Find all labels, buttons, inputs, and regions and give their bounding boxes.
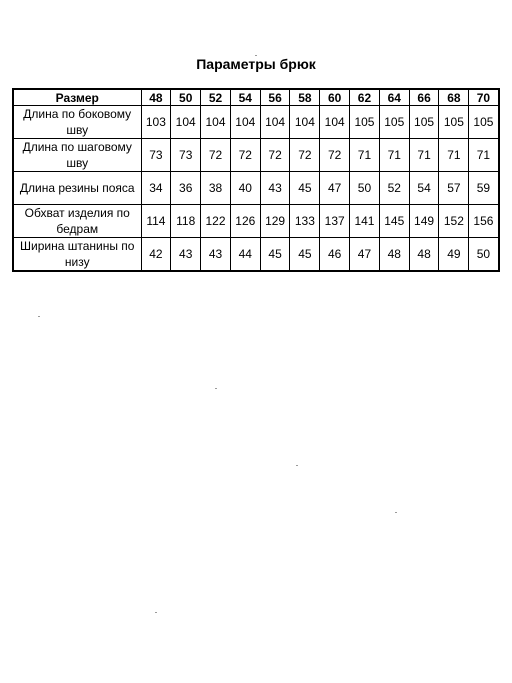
value-cell: 71 bbox=[439, 139, 469, 172]
table-row bbox=[13, 172, 499, 205]
value-cell: 52 bbox=[379, 172, 409, 205]
value-cell: 50 bbox=[469, 238, 499, 272]
header-size-cell: 62 bbox=[350, 89, 380, 106]
value-cell: 72 bbox=[320, 139, 350, 172]
value-cell: 46 bbox=[320, 238, 350, 272]
row-label: Длина резины пояса bbox=[13, 172, 141, 205]
header-size-cell: 60 bbox=[320, 89, 350, 106]
header-size-cell: 52 bbox=[201, 89, 231, 106]
value-cell: 45 bbox=[290, 238, 320, 272]
value-cell: 73 bbox=[171, 139, 201, 172]
value-cell: 105 bbox=[439, 106, 469, 139]
value-cell: 133 bbox=[290, 205, 320, 238]
table-row bbox=[13, 238, 499, 272]
value-cell: 118 bbox=[171, 205, 201, 238]
value-cell: 152 bbox=[439, 205, 469, 238]
scan-speck bbox=[38, 316, 40, 317]
value-cell: 47 bbox=[350, 238, 380, 272]
value-cell: 72 bbox=[201, 139, 231, 172]
value-cell: 114 bbox=[141, 205, 171, 238]
value-cell: 44 bbox=[230, 238, 260, 272]
value-cell: 105 bbox=[469, 106, 499, 139]
row-label: Ширина штанины по низу bbox=[13, 238, 141, 272]
value-cell: 145 bbox=[379, 205, 409, 238]
value-cell: 141 bbox=[350, 205, 380, 238]
value-cell: 129 bbox=[260, 205, 290, 238]
scan-speck bbox=[155, 612, 157, 613]
value-cell: 122 bbox=[201, 205, 231, 238]
header-size-cell: 58 bbox=[290, 89, 320, 106]
scan-speck bbox=[215, 388, 217, 389]
value-cell: 72 bbox=[290, 139, 320, 172]
header-size-cell: 54 bbox=[230, 89, 260, 106]
value-cell: 137 bbox=[320, 205, 350, 238]
size-parameters-table bbox=[12, 88, 500, 272]
value-cell: 49 bbox=[439, 238, 469, 272]
value-cell: 48 bbox=[379, 238, 409, 272]
table-row bbox=[13, 205, 499, 238]
value-cell: 50 bbox=[350, 172, 380, 205]
value-cell: 71 bbox=[409, 139, 439, 172]
value-cell: 45 bbox=[260, 238, 290, 272]
value-cell: 47 bbox=[320, 172, 350, 205]
table-header-row bbox=[13, 89, 499, 106]
value-cell: 42 bbox=[141, 238, 171, 272]
header-size-cell: 64 bbox=[379, 89, 409, 106]
value-cell: 126 bbox=[230, 205, 260, 238]
value-cell: 104 bbox=[230, 106, 260, 139]
value-cell: 104 bbox=[320, 106, 350, 139]
scan-speck bbox=[395, 512, 397, 513]
value-cell: 73 bbox=[141, 139, 171, 172]
row-label: Длина по боковому шву bbox=[13, 106, 141, 139]
value-cell: 72 bbox=[260, 139, 290, 172]
header-size-cell: 50 bbox=[171, 89, 201, 106]
row-label: Обхват изделия по бедрам bbox=[13, 205, 141, 238]
value-cell: 48 bbox=[409, 238, 439, 272]
value-cell: 71 bbox=[350, 139, 380, 172]
value-cell: 104 bbox=[201, 106, 231, 139]
value-cell: 57 bbox=[439, 172, 469, 205]
value-cell: 43 bbox=[260, 172, 290, 205]
value-cell: 34 bbox=[141, 172, 171, 205]
header-size-cell: 70 bbox=[469, 89, 499, 106]
value-cell: 59 bbox=[469, 172, 499, 205]
value-cell: 45 bbox=[290, 172, 320, 205]
value-cell: 71 bbox=[469, 139, 499, 172]
value-cell: 105 bbox=[379, 106, 409, 139]
value-cell: 104 bbox=[260, 106, 290, 139]
value-cell: 71 bbox=[379, 139, 409, 172]
header-size-cell: 68 bbox=[439, 89, 469, 106]
value-cell: 43 bbox=[171, 238, 201, 272]
value-cell: 43 bbox=[201, 238, 231, 272]
header-size-cell: 48 bbox=[141, 89, 171, 106]
value-cell: 104 bbox=[171, 106, 201, 139]
header-size-cell: 56 bbox=[260, 89, 290, 106]
value-cell: 105 bbox=[409, 106, 439, 139]
value-cell: 72 bbox=[230, 139, 260, 172]
scan-speck bbox=[296, 465, 298, 466]
value-cell: 36 bbox=[171, 172, 201, 205]
value-cell: 54 bbox=[409, 172, 439, 205]
header-size-label: Размер bbox=[13, 89, 141, 106]
value-cell: 156 bbox=[469, 205, 499, 238]
page-title: Параметры брюк bbox=[196, 56, 316, 72]
value-cell: 103 bbox=[141, 106, 171, 139]
value-cell: 40 bbox=[230, 172, 260, 205]
header-size-cell: 66 bbox=[409, 89, 439, 106]
table-row bbox=[13, 139, 499, 172]
scan-speck bbox=[255, 55, 257, 56]
value-cell: 38 bbox=[201, 172, 231, 205]
value-cell: 104 bbox=[290, 106, 320, 139]
value-cell: 105 bbox=[350, 106, 380, 139]
row-label: Длина по шаговому шву bbox=[13, 139, 141, 172]
table-row bbox=[13, 106, 499, 139]
value-cell: 149 bbox=[409, 205, 439, 238]
